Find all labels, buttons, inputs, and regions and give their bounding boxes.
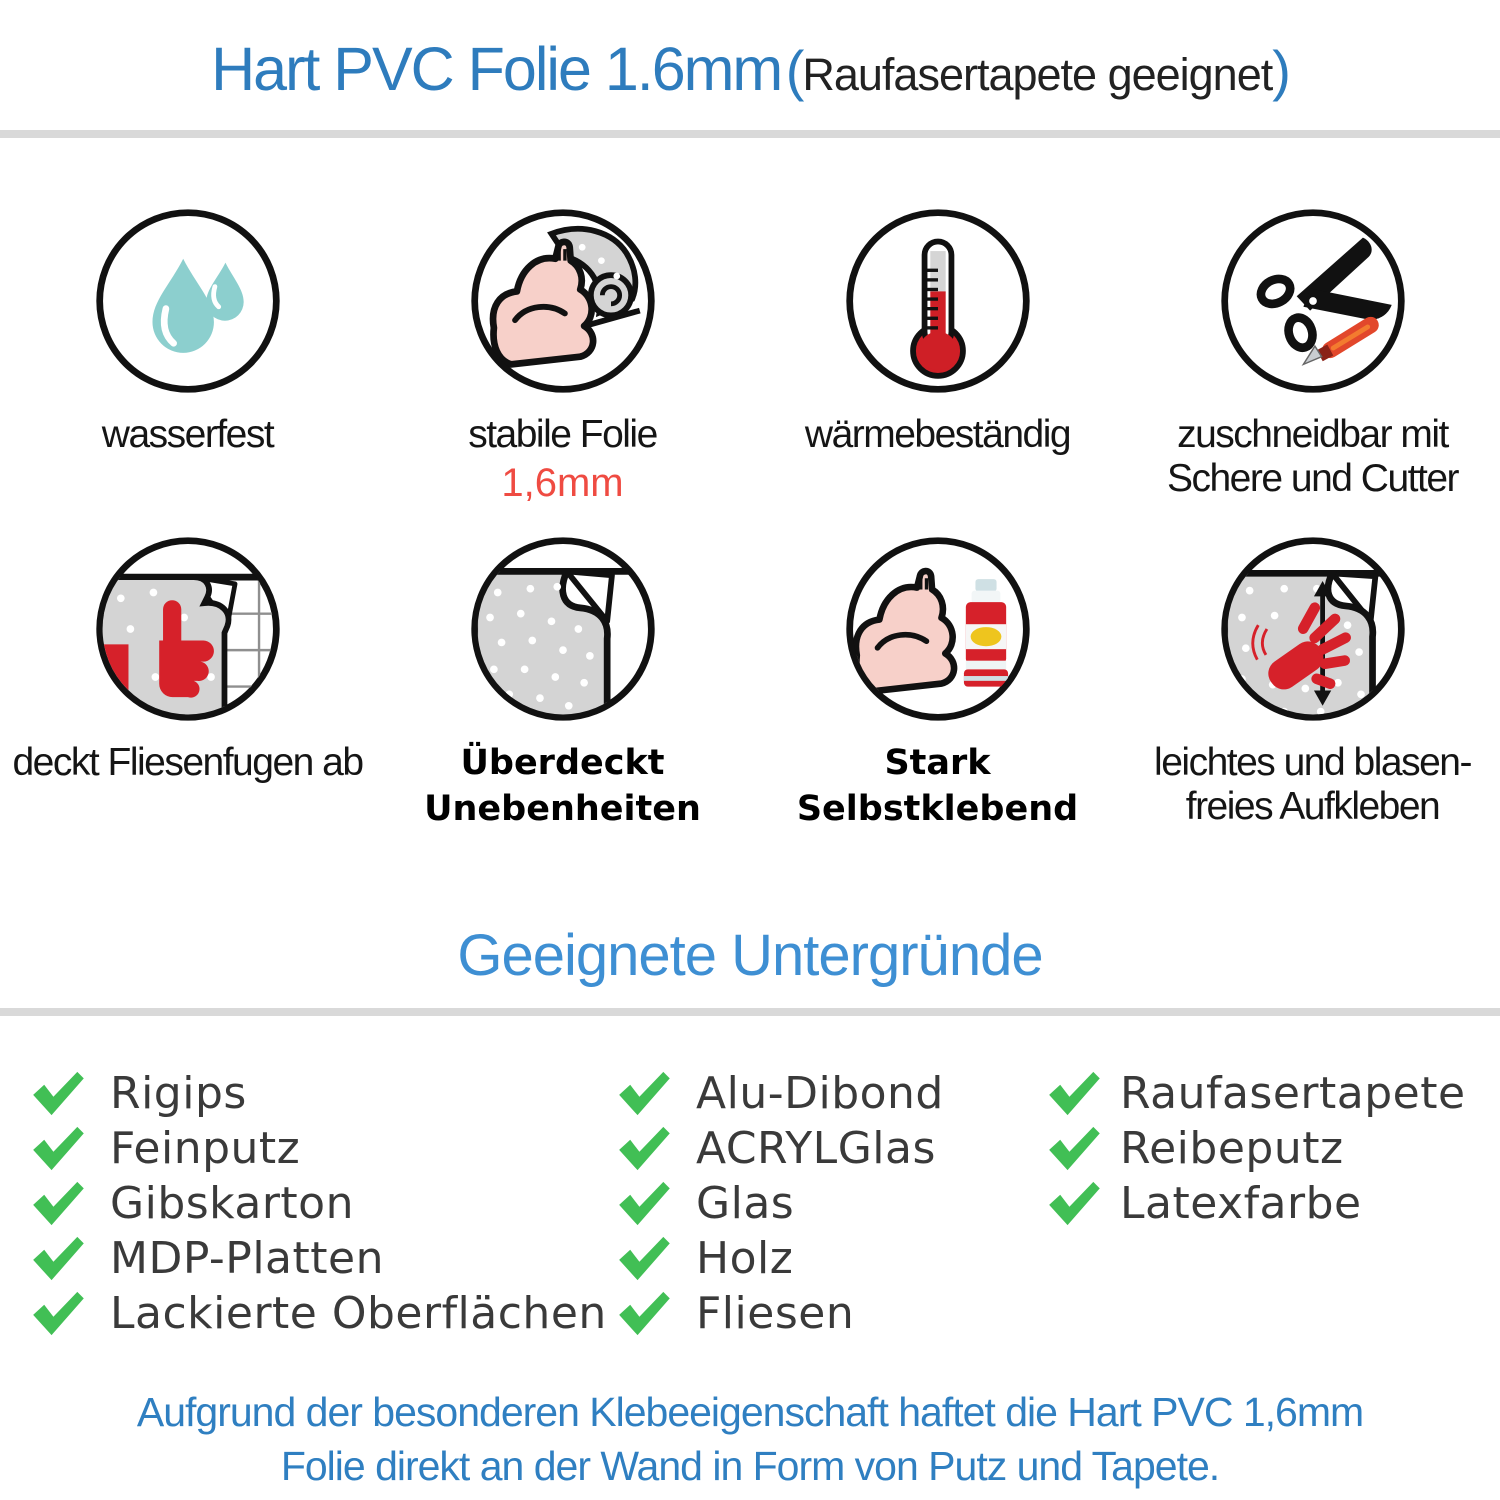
substrate-column-2 [616, 1066, 944, 1341]
check-icon [30, 1291, 86, 1337]
substrate-label: Fliesen [696, 1288, 855, 1339]
feature-caption: Stark Selbstklebend [796, 743, 1079, 829]
footer-note [0, 1385, 1500, 1493]
feature-bubble-free [1125, 533, 1500, 832]
paren-close: ) [1272, 39, 1289, 102]
check-icon [616, 1291, 672, 1337]
feature-caption: stabile Folie [468, 413, 657, 456]
substrate-label: Holz [696, 1233, 794, 1284]
scissors-cutter-icon [1217, 205, 1409, 397]
foil-thickness-label: 1,6mm [501, 461, 624, 506]
substrate-label: Latexfarbe [1120, 1178, 1362, 1229]
page-title-sub: Raufasertapete geeignet [802, 49, 1273, 100]
thermometer-icon [842, 205, 1034, 397]
feature-covers-unevenness [375, 533, 750, 832]
substrate-item [30, 1231, 607, 1286]
check-icon [1046, 1181, 1102, 1227]
substrate-item [30, 1176, 607, 1231]
substrate-label: Reibeputz [1120, 1123, 1344, 1174]
substrate-item [616, 1286, 944, 1341]
footer-line-1: Aufgrund der besonderen Klebeeigenschaft haftet die Hart PVC 1,6mm [136, 1389, 1364, 1435]
substrate-item [1046, 1066, 1466, 1121]
feature-row-1 [0, 205, 1500, 506]
substrate-label: Feinputz [110, 1123, 301, 1174]
check-icon [30, 1126, 86, 1172]
thumbs-up-tiles-icon [92, 533, 284, 725]
substrate-label: Glas [696, 1178, 795, 1229]
substrate-label: Raufasertapete [1120, 1068, 1466, 1119]
feature-stable-foil [375, 205, 750, 506]
feature-caption: Überdeckt Unebenheiten [424, 743, 701, 829]
paren-open: ( [785, 39, 803, 102]
check-icon [1046, 1126, 1102, 1172]
feature-row-2 [0, 533, 1500, 832]
substrate-label: Lackierte Oberflächen [110, 1288, 607, 1339]
substrate-label: Rigips [110, 1068, 247, 1119]
check-icon [30, 1181, 86, 1227]
page-title [0, 34, 1500, 104]
section-title-substrates: Geeignete Untergründe [457, 923, 1043, 988]
feature-heat-resistant [750, 205, 1125, 506]
check-icon [616, 1071, 672, 1117]
feature-caption: wasserfest [101, 413, 274, 456]
substrate-label: ACRYLGlas [696, 1123, 936, 1174]
substrate-label: MDP-Platten [110, 1233, 384, 1284]
feature-caption: zuschneidbar mit Schere und Cutter [1166, 413, 1458, 501]
check-icon [616, 1126, 672, 1172]
check-icon [616, 1236, 672, 1282]
substrate-item [30, 1066, 607, 1121]
feature-caption: wärmebeständig [804, 413, 1071, 456]
substrate-item [1046, 1176, 1466, 1231]
check-icon [1046, 1071, 1102, 1117]
substrate-item [1046, 1121, 1466, 1176]
check-icon [616, 1181, 672, 1227]
substrate-label: Gibskarton [110, 1178, 354, 1229]
page-title-main: Hart PVC Folie 1.6mm [211, 35, 782, 103]
substrate-item [616, 1121, 944, 1176]
substrate-item [30, 1286, 607, 1341]
water-drops-icon [92, 205, 284, 397]
flexed-arm-glue-tube-icon [842, 533, 1034, 725]
substrate-column-1 [30, 1066, 607, 1341]
feature-cuttable [1125, 205, 1500, 506]
check-icon [30, 1071, 86, 1117]
hand-smoothing-foil-icon [1217, 533, 1409, 725]
footer-line-2: Folie direkt an der Wand in Form von Putz und Tapete. [280, 1443, 1220, 1490]
substrate-checklist [0, 1066, 1500, 1376]
divider-substrates [0, 1008, 1500, 1016]
divider-top [0, 130, 1500, 138]
dotted-foil-fold-icon [467, 533, 659, 725]
substrate-item [616, 1176, 944, 1231]
flexed-arm-foil-roll-icon [467, 205, 659, 397]
feature-covers-tile-joints [0, 533, 375, 832]
substrate-item [616, 1066, 944, 1121]
substrate-column-3 [1046, 1066, 1466, 1231]
feature-waterproof [0, 205, 375, 506]
substrate-item [616, 1231, 944, 1286]
substrate-label: Alu-Dibond [696, 1068, 944, 1119]
feature-caption: deckt Fliesenfugen ab [12, 741, 363, 784]
feature-self-adhesive [750, 533, 1125, 832]
feature-caption: leichtes und blasen- freies Aufkleben [1154, 741, 1471, 829]
substrate-item [30, 1121, 607, 1176]
check-icon [30, 1236, 86, 1282]
